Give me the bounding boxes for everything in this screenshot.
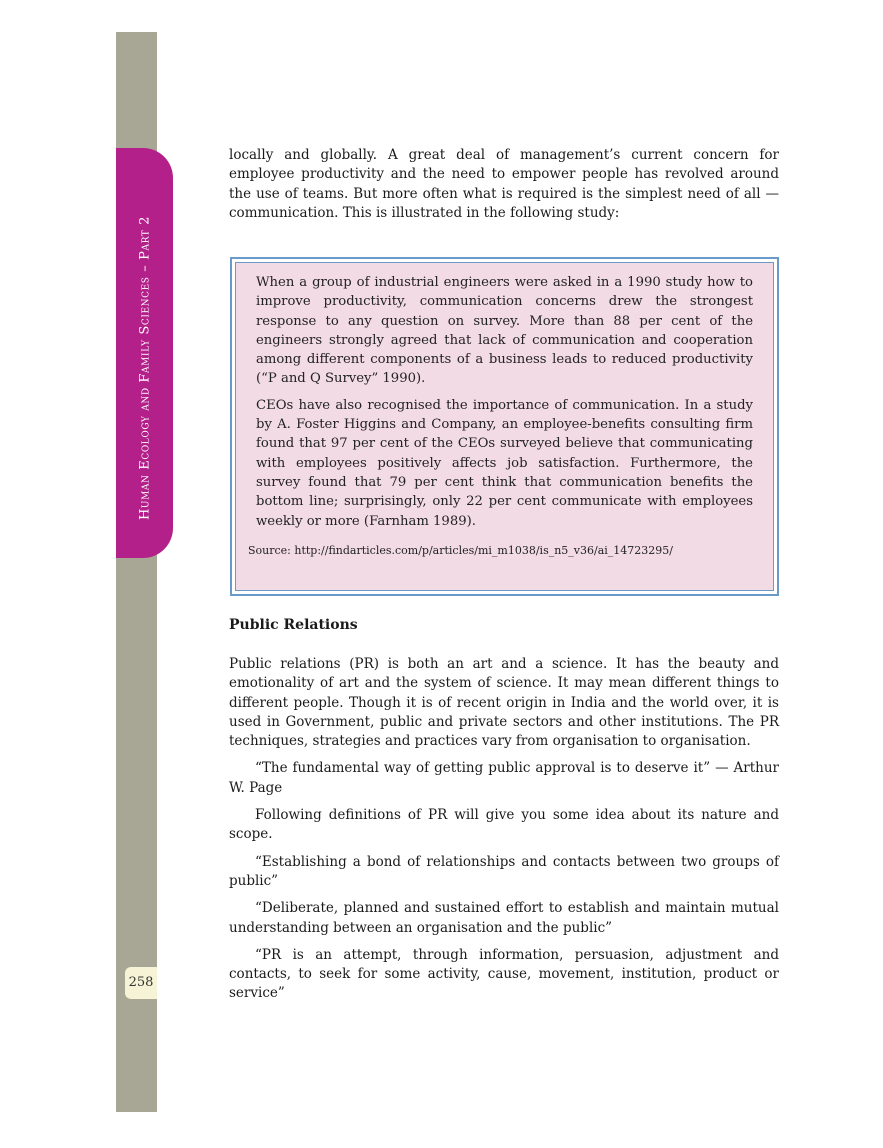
study-source: Source: http://findarticles.com/p/articles/mi_m1038/is_n5_v36/ai_14723295/ xyxy=(248,543,673,557)
section-heading: Public Relations xyxy=(229,617,358,633)
study-paragraph-1: When a group of industrial engineers were asked in a 1990 study how to improve productivity, communication concerns drew the strongest response to any question on survey. More than 88 per cent of the engineers strongly agreed that lack of communication and cooperation among different components of a business leads to reduced productivity (“P and Q Survey” 1990). xyxy=(256,275,753,387)
definitions-intro: Following definitions of PR will give you some idea about its nature and scope. xyxy=(229,807,779,843)
definition-1: “Establishing a bond of relationships and contacts between two groups of public” xyxy=(229,853,779,889)
running-title: Human Ecology and Family Sciences – Part 2 xyxy=(137,216,153,520)
page-number: 258 xyxy=(125,967,157,999)
intro-section xyxy=(229,146,779,223)
pr-paragraph: Public relations (PR) is both an art and a science. It has the beauty and emotionality of art and the system of science. It may mean different things to different people. Though it is of recent origin in India and the world over, it is used in Government, public and private sectors and other institutions. The PR techniques, strategies and practices vary from organisation to organisation. xyxy=(229,656,779,750)
study-paragraph-2: CEOs have also recognised the importance of communication. In a study by A. Foster Higgins and Company, an employee-benefits consulting firm found that 97 per cent of the CEOs surveyed believe that communicating with employees positively affects job satisfaction. Furthermore, the survey found that 79 per cent think that communication benefits the bottom line; surprisingly, only 22 per cent communicate with employees weekly or more (Farnham 1989). xyxy=(256,397,753,529)
study-box-inner xyxy=(235,262,774,591)
study-box xyxy=(230,257,779,596)
definition-2: “Deliberate, planned and sustained effort to establish and maintain mutual understanding between an organisation and the public” xyxy=(229,900,779,936)
quote-page: “The fundamental way of getting public approval is to deserve it” — Arthur W. Page xyxy=(229,760,779,796)
definition-3: “PR is an attempt, through information, persuasion, adjustment and contacts, to seek for some activity, cause, movement, institution, product or service” xyxy=(229,946,779,1002)
section-body xyxy=(229,655,779,1012)
intro-paragraph: locally and globally. A great deal of management’s current concern for employee productivity and the need to empower people has revolved around the use of teams. But more often what is required is the simplest need of all — communication. This is illustrated in the following study: xyxy=(229,147,779,221)
